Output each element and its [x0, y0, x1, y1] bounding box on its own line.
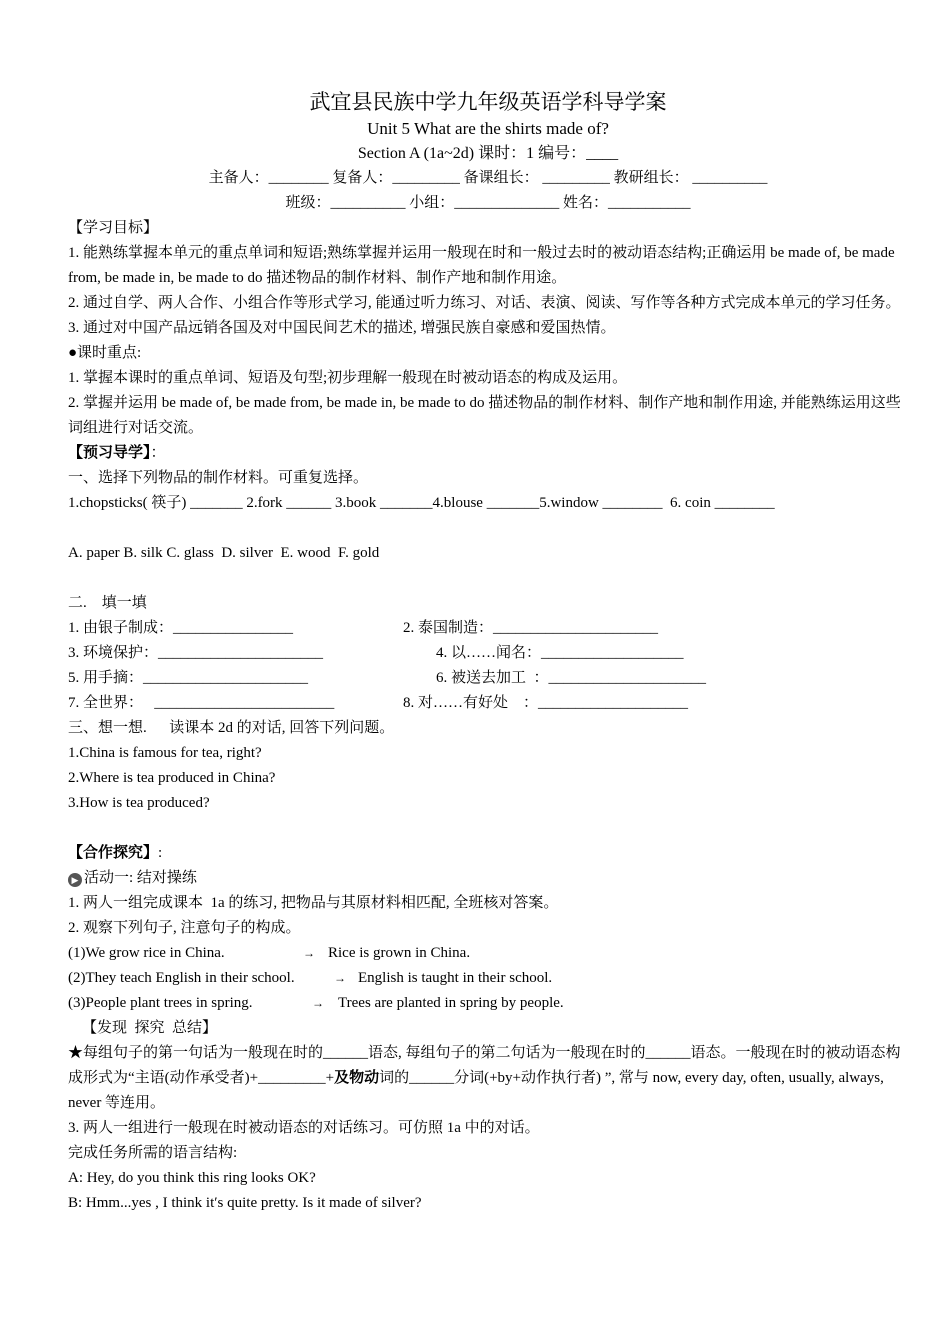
- fill-row: [68, 666, 908, 691]
- discover-heading: 【发现 探究 总结】: [82, 1020, 218, 1036]
- fill-item: 2. 泰国制造：______________________: [403, 620, 659, 636]
- fill-row: [68, 641, 908, 666]
- objective-item: 3. 通过对中国产品远销各国及对中国民间艺术的描述, 增强民族自豪感和爱国热情。: [68, 320, 616, 336]
- active-sentence: (3)People plant trees in spring.: [68, 995, 253, 1011]
- fill-item: 4. 以……闻名：___________________: [436, 645, 684, 661]
- arrow-icon: →: [334, 971, 346, 985]
- objectives-heading: 【学习目标】: [68, 220, 159, 236]
- key-point-item: 1. 掌握本课时的重点单词、短语及句型;初步理解一般现在时被动语态的构成及运用。: [68, 370, 628, 386]
- summary-bold: 及物动: [334, 1070, 380, 1086]
- fill-row: [68, 691, 908, 716]
- key-points-heading: ●课时重点:: [68, 345, 142, 361]
- fill-row: [68, 616, 908, 641]
- fill-item: 5. 用手摘：______________________: [68, 670, 309, 686]
- part1-items: 1.chopsticks( 筷子) _______ 2.fork ______ 3.book _______4.blouse _______5.window ________ 6. coin ________: [68, 495, 775, 511]
- example-row: [68, 991, 908, 1016]
- section-line: Section A (1a~2d) 课时：1 编号：____: [357, 145, 619, 162]
- worksheet-page: [68, 88, 908, 1216]
- part2-title: 二. 填一填: [68, 595, 147, 611]
- cooperation-heading-colon: :: [158, 845, 163, 861]
- objective-item: 2. 通过自学、两人合作、小组合作等形式学习, 能通过听力练习、对话、表演、阅读、写作等各种方式完成本单元的学习任务。: [68, 295, 901, 311]
- fill-item: 3. 环境保护：______________________: [68, 645, 324, 661]
- preview-heading-colon: ：: [150, 445, 166, 461]
- fill-item: 8. 对……有好处 ：____________________: [403, 695, 689, 711]
- structure-title: 完成任务所需的语言结构:: [68, 1145, 238, 1161]
- passive-sentence: Trees are planted in spring by people.: [338, 995, 564, 1011]
- summary-plus: +: [325, 1070, 335, 1086]
- summary-text: ★每组句子的第一句话为一般现在时的______语态, 每组句子的第二句话为一般现在时的______语态。一般现在时的被动语态构成形式为“主语(动作承受者)+: [68, 1045, 901, 1086]
- part1-title: 一、选择下列物品的制作材料。可重复选择。: [68, 470, 369, 486]
- passive-sentence: Rice is grown in China.: [328, 945, 471, 961]
- dialogue-line: B: Hmm...yes , I think it′s quite pretty. Is it made of silver?: [68, 1195, 422, 1211]
- fill-item: 6. 被送去加工 ：_____________________: [436, 670, 707, 686]
- cooperation-heading-line: [68, 841, 908, 866]
- unit-title: Unit 5 What are the shirts made of?: [367, 119, 609, 138]
- discover-summary: [68, 1041, 908, 1116]
- student-info-line: 班级：__________ 小组：______________ 姓名：___________: [285, 195, 691, 211]
- page-title: 武宜县民族中学九年级英语学科导学案: [309, 90, 667, 114]
- active-sentence: (2)They teach English in their school.: [68, 970, 295, 986]
- part1-options: A. paper B. silk C. glass D. silver E. wood F. gold: [68, 545, 380, 561]
- dialogue-line: A: Hey, do you think this ring looks OK?: [68, 1170, 316, 1186]
- question-item: 1.China is famous for tea, right?: [68, 745, 262, 761]
- fill-item: 7. 全世界： ________________________: [68, 695, 335, 711]
- fill-item: 1. 由银子制成：________________: [68, 620, 294, 636]
- question-item: 2.Where is tea produced in China?: [68, 770, 276, 786]
- example-row: [68, 941, 908, 966]
- key-point-item: 2. 掌握并运用 be made of, be made from, be made in, be made to do 描述物品的制作材料、制作产地和制作用途, 并能熟练运用这些词组进行对话交流。: [68, 395, 901, 436]
- part3-title: 三、想一想. 读课本 2d 的对话, 回答下列问题。: [68, 720, 395, 736]
- activity-line: [68, 866, 908, 891]
- preview-heading: 【预习导学】: [68, 445, 151, 461]
- objective-item: 1. 能熟练掌握本单元的重点单词和短语;熟练掌握并运用一般现在时和一般过去时的被动语态结构;正确运用 be made of, be made from, be made in, be made to do 描述物品的制作材料、制作产地和制作用途。: [68, 245, 899, 286]
- preparers-line: 主备人：________ 复备人：_________ 备课组长： _________ 教研组长： __________: [208, 170, 768, 186]
- step-3: 3. 两人一组进行一般现在时被动语态的对话练习。可仿照 1a 中的对话。: [68, 1120, 540, 1136]
- active-sentence: (1)We grow rice in China.: [68, 945, 225, 961]
- summary-blank: _________: [258, 1070, 326, 1086]
- activity-title: 活动一: 结对操练: [84, 870, 197, 886]
- arrow-icon: →: [303, 946, 315, 960]
- step-2: 2. 观察下列句子, 注意句子的构成。: [68, 920, 301, 936]
- step-1: 1. 两人一组完成课本 1a 的练习, 把物品与其原材料相匹配, 全班核对答案。: [68, 895, 559, 911]
- question-item: 3.How is tea produced?: [68, 795, 210, 811]
- preview-heading-line: [68, 441, 908, 466]
- summary-text-b: 词的______分词(+by+动作执行者) ”, 常与 now, every day, often, usually, always, never 等连用。: [68, 1070, 888, 1111]
- arrow-icon: →: [312, 996, 324, 1010]
- play-icon: ▶: [68, 873, 82, 887]
- cooperation-heading: 【合作探究】: [68, 845, 159, 861]
- example-row: [68, 966, 908, 991]
- passive-sentence: English is taught in their school.: [358, 970, 553, 986]
